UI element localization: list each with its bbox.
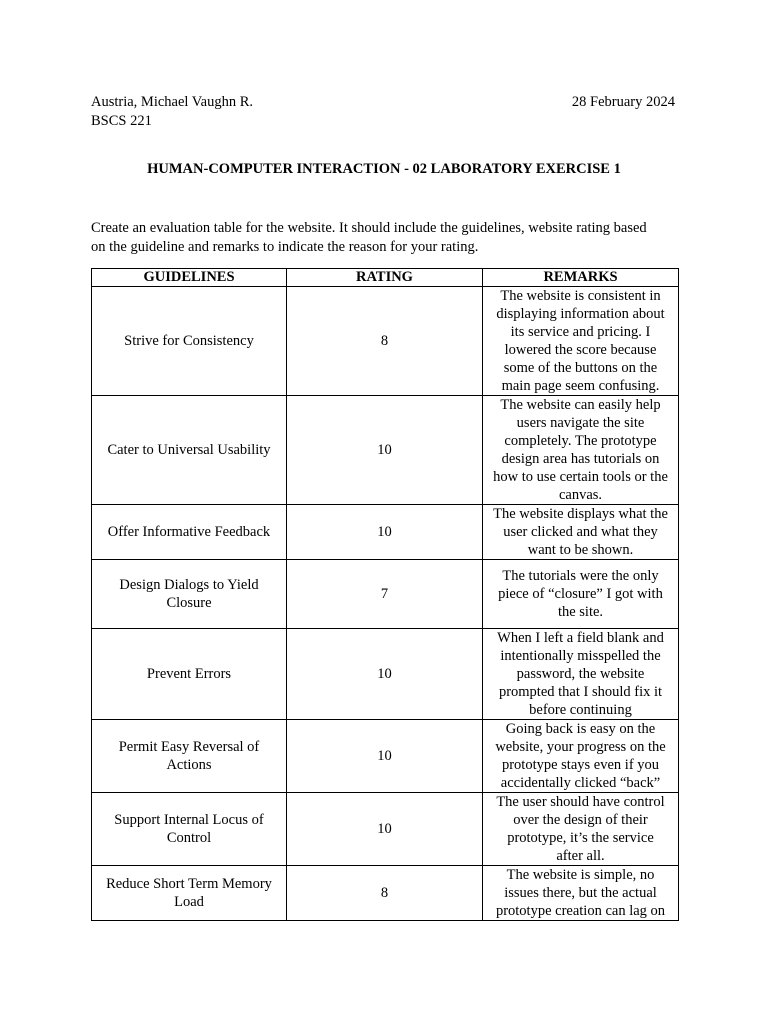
- guideline-cell: [92, 793, 287, 866]
- remarks-cell: [483, 560, 679, 629]
- table-row: [92, 396, 679, 505]
- rating-cell: 10: [287, 505, 483, 560]
- guideline-cell-line: Permit Easy Reversal of: [118, 739, 260, 755]
- column-header-remarks: REMARKS: [483, 269, 679, 287]
- remarks-cell-line: lowered the score because: [504, 342, 657, 358]
- guideline-cell: [92, 560, 287, 629]
- rating-cell: 8: [287, 866, 483, 921]
- column-header-guidelines: GUIDELINES: [92, 269, 287, 287]
- remarks-cell-line: after all.: [556, 848, 605, 864]
- rating-cell: 10: [287, 793, 483, 866]
- guideline-cell: [92, 629, 287, 720]
- document-date: 28 February 2024: [571, 94, 675, 110]
- evaluation-table: [91, 268, 679, 921]
- remarks-cell-line: The tutorials were the only: [502, 568, 659, 584]
- remarks-cell-line: website, your progress on the: [495, 739, 666, 755]
- table-row: [92, 720, 679, 793]
- remarks-cell-line: piece of “closure” I got with: [498, 586, 663, 602]
- remarks-cell-line: some of the buttons on the: [503, 360, 658, 376]
- remarks-cell: [483, 629, 679, 720]
- remarks-cell-line: intentionally misspelled the: [500, 648, 661, 664]
- table-header-row: [92, 269, 679, 287]
- remarks-cell: [483, 866, 679, 921]
- guideline-cell: [92, 720, 287, 793]
- guideline-cell-line: Prevent Errors: [146, 666, 232, 682]
- remarks-cell-line: how to use certain tools or the: [493, 469, 668, 485]
- instructions-line: on the guideline and remarks to indicate the reason for your rating.: [91, 239, 479, 255]
- remarks-cell-line: The website is simple, no: [506, 867, 655, 883]
- document-header: [91, 93, 677, 113]
- remarks-cell-line: design area has tutorials on: [501, 451, 660, 467]
- remarks-cell-line: prototype creation can lag on: [495, 903, 666, 919]
- remarks-cell-line: prototype stays even if you: [501, 757, 660, 773]
- remarks-cell-line: the site.: [557, 604, 604, 620]
- remarks-cell: [483, 396, 679, 505]
- rating-cell: 7: [287, 560, 483, 629]
- remarks-cell-line: issues there, but the actual: [504, 885, 657, 901]
- remarks-cell: [483, 720, 679, 793]
- guideline-cell-line: Load: [174, 894, 204, 910]
- table-row: [92, 866, 679, 921]
- guideline-cell-line: Reduce Short Term Memory: [106, 876, 272, 892]
- table-body: [92, 287, 679, 921]
- guideline-cell: [92, 396, 287, 505]
- remarks-cell-line: completely. The prototype: [504, 433, 657, 449]
- table-row: [92, 560, 679, 629]
- remarks-cell: [483, 287, 679, 396]
- table-row: [92, 629, 679, 720]
- rating-cell: 10: [287, 720, 483, 793]
- course-code: BSCS 221: [91, 113, 152, 129]
- document-title: HUMAN-COMPUTER INTERACTION - 02 LABORATORY EXERCISE 1: [147, 161, 621, 177]
- rating-cell: 10: [287, 396, 483, 505]
- guideline-cell-line: Closure: [166, 595, 212, 611]
- remarks-cell-line: over the design of their: [513, 812, 648, 828]
- table-row: [92, 505, 679, 560]
- remarks-cell-line: its service and pricing. I: [510, 324, 651, 340]
- remarks-cell-line: When I left a field blank and: [497, 630, 664, 646]
- remarks-cell-line: The website can easily help: [500, 397, 661, 413]
- remarks-cell-line: The user should have control: [496, 794, 665, 810]
- rating-cell: 8: [287, 287, 483, 396]
- instructions-paragraph: [91, 219, 677, 257]
- remarks-cell-line: canvas.: [558, 487, 603, 503]
- remarks-cell: [483, 505, 679, 560]
- guideline-cell-line: Actions: [166, 757, 212, 773]
- rating-cell: 10: [287, 629, 483, 720]
- instructions-line: Create an evaluation table for the website. It should include the guidelines, website rating based: [91, 220, 647, 236]
- author-name: Austria, Michael Vaughn R.: [91, 94, 254, 110]
- remarks-cell-line: Going back is easy on the: [505, 721, 656, 737]
- guideline-cell-line: Strive for Consistency: [124, 333, 254, 349]
- table-row: [92, 287, 679, 396]
- remarks-cell-line: password, the website: [516, 666, 645, 682]
- guideline-cell-line: Cater to Universal Usability: [107, 442, 271, 458]
- guideline-cell: [92, 287, 287, 396]
- guideline-cell: [92, 866, 287, 921]
- remarks-cell-line: want to be shown.: [527, 542, 634, 558]
- remarks-cell-line: main page seem confusing.: [501, 378, 660, 394]
- table-row: [92, 793, 679, 866]
- remarks-cell-line: before continuing: [529, 702, 632, 718]
- column-header-rating: RATING: [287, 269, 483, 287]
- guideline-cell-line: Support Internal Locus of: [114, 812, 264, 828]
- remarks-cell-line: prototype, it’s the service: [507, 830, 654, 846]
- guideline-cell-line: Design Dialogs to Yield: [119, 577, 259, 593]
- remarks-cell-line: prompted that I should fix it: [498, 684, 663, 700]
- remarks-cell-line: accidentally clicked “back”: [500, 775, 661, 791]
- guideline-cell: [92, 505, 287, 560]
- remarks-cell-line: user clicked and what they: [503, 524, 658, 540]
- remarks-cell-line: The website displays what the: [493, 506, 668, 522]
- guideline-cell-line: Control: [166, 830, 212, 846]
- remarks-cell-line: displaying information about: [496, 306, 665, 322]
- remarks-cell: [483, 793, 679, 866]
- guideline-cell-line: Offer Informative Feedback: [107, 524, 271, 540]
- remarks-cell-line: users navigate the site: [516, 415, 645, 431]
- remarks-cell-line: The website is consistent in: [500, 288, 661, 304]
